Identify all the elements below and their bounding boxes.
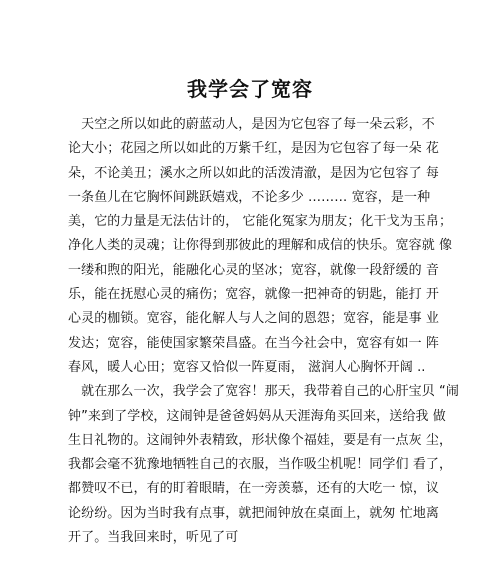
body-line: 我都会毫不犹豫地牺牲自己的衣服，当作吸尘机呢！同学们 看了， — [68, 457, 453, 473]
body-line: 一缕和煦的阳光，能融化心灵的坚冰；宽容，就像一段舒缓的 音 — [68, 262, 440, 278]
body-line: 春风，暖人心田；宽容又恰似一阵夏雨， 滋润人心胸怀开阔 .. — [68, 359, 426, 375]
body-line: 净化人类的灵魂；让你得到那彼此的理解和成信的快乐。宽容就 像 — [68, 238, 453, 254]
body-line: 钟”来到了学校，这闹钟是爸爸妈妈从天涯海角买回来，送给我 做 — [68, 408, 446, 424]
body-line: 朵，不论美丑；溪水之所以如此的活泼清澈，是因为它包容了 每 — [68, 165, 440, 181]
body-line: 都赞叹不已，有的盯着眼睛，在一旁羡慕，还有的大吃一 惊，议 — [68, 481, 440, 497]
body-line: 天空之所以如此的蔚蓝动人，是因为它包容了每一朵云彩，不 — [68, 117, 435, 132]
body-line: 一条鱼儿在它胸怀间跳跃嬉戏，不论多少 ……… 宽容，是一种 — [68, 189, 431, 205]
body-line: 就在那么一次，我学会了宽容！那天，我带着自己的心肝宝贝 “闹 — [68, 384, 459, 400]
document-body — [68, 113, 459, 550]
body-line: 心灵的枷锁。宽容，能化解人与人之间的恩怨；宽容，能是事 业 — [68, 311, 440, 327]
body-line: 乐，能在抚慰心灵的痛伤；宽容，就像一把神奇的钥匙，能打 开 — [68, 287, 440, 303]
document-title: 我学会了宽容 — [187, 77, 313, 101]
body-line: 论大小；花园之所以如此的万紫千红，是因为它包容了每一朵 花 — [68, 141, 440, 157]
body-line: 发达；宽容，能使国家繁荣昌盛。在当今社会中，宽容有如一 阵 — [68, 335, 440, 351]
body-line: 论纷纷。因为当时我有点事，就把闹钟放在桌面上，就匆 忙地离 — [68, 505, 440, 521]
body-line: 生日礼物的。这闹钟外表精致，形状像个福娃，要是有一点灰 尘， — [68, 432, 453, 448]
body-line: 开了。当我回来时，听见了可 — [68, 530, 239, 546]
body-line: 美，它的力量是无法估计的， 它能化冤家为朋友；化干戈为玉帛； — [68, 214, 453, 230]
